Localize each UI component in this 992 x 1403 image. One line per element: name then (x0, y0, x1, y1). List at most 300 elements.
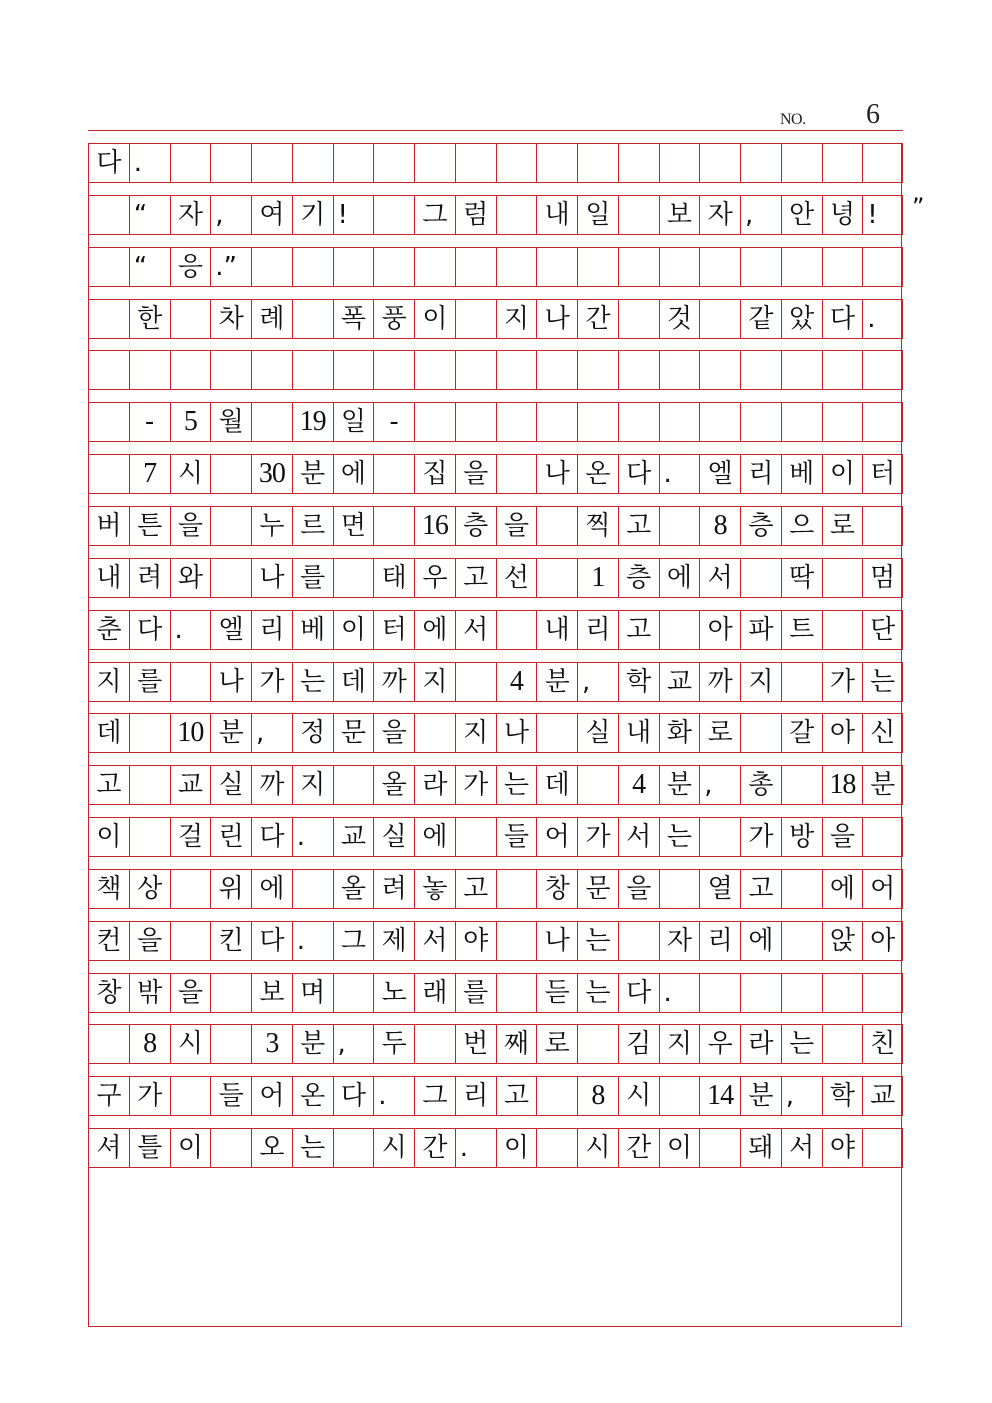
grid-cell (88, 300, 129, 338)
grid-cell: 이 (170, 1129, 211, 1167)
grid-cell: 다 (618, 455, 659, 493)
grid-cell: - (129, 403, 170, 441)
grid-cell: . (659, 455, 700, 493)
grid-cell: 차 (210, 300, 251, 338)
grid-cell: 딱 (781, 559, 822, 597)
grid-cell: 실 (373, 818, 414, 856)
grid-cell (781, 663, 822, 701)
grid-cell: . (659, 974, 700, 1012)
grid-cell: 다 (618, 974, 659, 1012)
grid-cell: . (129, 144, 170, 182)
grid-cell (862, 1129, 903, 1167)
grid-cell: 신 (862, 714, 903, 752)
grid-cell: 한 (129, 300, 170, 338)
grid-cell: 고 (455, 870, 496, 908)
grid-cell (210, 351, 251, 389)
grid-cell: 시 (170, 455, 211, 493)
grid-cell: 분 (536, 663, 577, 701)
grid-cell (699, 818, 740, 856)
grid-cell: 간 (414, 1129, 455, 1167)
grid-row (88, 713, 903, 753)
grid-cell: 킨 (210, 922, 251, 960)
grid-cell: 집 (414, 455, 455, 493)
grid-cell (740, 714, 781, 752)
grid-cell: 여 (251, 196, 292, 234)
grid-cell: 문 (577, 870, 618, 908)
grid-cell: 분 (862, 766, 903, 804)
grid-cell: 가 (129, 1077, 170, 1115)
grid-cell: 녕 (822, 196, 863, 234)
grid-cell: 그 (414, 1077, 455, 1115)
grid-cell (740, 403, 781, 441)
grid-cell: 창 (536, 870, 577, 908)
grid-cell (333, 1129, 374, 1167)
grid-row (88, 1128, 903, 1168)
grid-cell: 춘 (88, 611, 129, 649)
grid-cell: 18 (822, 766, 863, 804)
grid-cell: 고 (618, 507, 659, 545)
grid-cell: 로 (699, 714, 740, 752)
grid-cell: 나 (536, 922, 577, 960)
grid-cell (496, 351, 537, 389)
grid-cell: . (373, 1077, 414, 1115)
grid-cell: 4 (618, 766, 659, 804)
grid-cell (333, 766, 374, 804)
grid-cell: 째 (496, 1025, 537, 1063)
grid-row (88, 1076, 903, 1116)
grid-cell: 창 (88, 974, 129, 1012)
grid-cell (292, 351, 333, 389)
grid-cell (699, 403, 740, 441)
grid-cell: 어 (862, 870, 903, 908)
grid-cell (577, 766, 618, 804)
grid-cell (536, 1077, 577, 1115)
grid-cell: 다 (129, 611, 170, 649)
grid-cell: 친 (862, 1025, 903, 1063)
grid-cell (210, 507, 251, 545)
grid-cell (699, 974, 740, 1012)
grid-cell: 실 (577, 714, 618, 752)
grid-cell (699, 144, 740, 182)
grid-cell: 시 (373, 1129, 414, 1167)
grid-cell (781, 870, 822, 908)
grid-cell: ! (862, 196, 903, 234)
grid-row (88, 247, 903, 287)
grid-cell (129, 766, 170, 804)
grid-cell: . (455, 1129, 496, 1167)
grid-cell (699, 351, 740, 389)
grid-cell: 우 (414, 559, 455, 597)
grid-cell: 3 (251, 1025, 292, 1063)
grid-cell: 로 (822, 507, 863, 545)
grid-cell: 고 (618, 611, 659, 649)
grid-cell: 을 (373, 714, 414, 752)
grid-cell: 8 (699, 507, 740, 545)
grid-cell (781, 351, 822, 389)
grid-cell: 을 (496, 507, 537, 545)
grid-cell: 이 (333, 611, 374, 649)
grid-cell: 올 (333, 870, 374, 908)
grid-cell (373, 351, 414, 389)
grid-cell (618, 196, 659, 234)
grid-cell: 는 (862, 663, 903, 701)
grid-cell (373, 507, 414, 545)
grid-cell: 지 (292, 766, 333, 804)
grid-cell: 8 (129, 1025, 170, 1063)
grid-cell: 들 (210, 1077, 251, 1115)
grid-cell (659, 507, 700, 545)
grid-cell: , (577, 663, 618, 701)
grid-cell (496, 922, 537, 960)
grid-cell: 을 (170, 507, 211, 545)
grid-cell (333, 974, 374, 1012)
grid-cell (251, 403, 292, 441)
grid-cell: 어 (251, 1077, 292, 1115)
grid-cell: 컨 (88, 922, 129, 960)
grid-cell: 정 (292, 714, 333, 752)
grid-cell (536, 714, 577, 752)
grid-cell (496, 403, 537, 441)
grid-cell (455, 818, 496, 856)
grid-cell (536, 507, 577, 545)
grid-cell: 를 (292, 559, 333, 597)
grid-cell: 베 (292, 611, 333, 649)
grid-cell: 층 (740, 507, 781, 545)
grid-cell (862, 507, 903, 545)
grid-cell (781, 144, 822, 182)
grid-cell: 을 (618, 870, 659, 908)
grid-cell: 분 (292, 1025, 333, 1063)
grid-cell (373, 196, 414, 234)
grid-cell (618, 351, 659, 389)
grid-cell: 이 (414, 300, 455, 338)
grid-cell: 아 (699, 611, 740, 649)
grid-cell: 지 (659, 1025, 700, 1063)
grid-cell (822, 1025, 863, 1063)
grid-cell: . (292, 922, 333, 960)
grid-cell (740, 351, 781, 389)
grid-cell: 풍 (373, 300, 414, 338)
grid-cell (455, 403, 496, 441)
grid-cell (251, 144, 292, 182)
grid-cell: 까 (373, 663, 414, 701)
grid-cell: 고 (496, 1077, 537, 1115)
grid-cell: 내 (88, 559, 129, 597)
grid-cell: 내 (618, 714, 659, 752)
grid-cell: 내 (536, 611, 577, 649)
grid-cell: , (251, 714, 292, 752)
grid-cell (659, 351, 700, 389)
grid-cell: 7 (129, 455, 170, 493)
grid-cell: 라 (740, 1025, 781, 1063)
grid-cell: 로 (536, 1025, 577, 1063)
grid-cell: 태 (373, 559, 414, 597)
grid-cell: 19 (292, 403, 333, 441)
grid-cell: 김 (618, 1025, 659, 1063)
grid-cell (88, 1025, 129, 1063)
grid-cell (577, 248, 618, 286)
grid-cell: 상 (129, 870, 170, 908)
grid-cell: 서 (781, 1129, 822, 1167)
grid-cell: 에 (659, 559, 700, 597)
grid-cell: 갈 (781, 714, 822, 752)
grid-cell: 이 (659, 1129, 700, 1167)
grid-cell: 가 (740, 818, 781, 856)
grid-cell: 이 (496, 1129, 537, 1167)
grid-cell (88, 403, 129, 441)
grid-cell (210, 144, 251, 182)
grid-cell: - (373, 403, 414, 441)
grid-cell (129, 351, 170, 389)
grid-cell: 에 (740, 922, 781, 960)
grid-cell: 열 (699, 870, 740, 908)
grid-cell (373, 144, 414, 182)
grid-row (88, 143, 903, 183)
grid-cell (455, 144, 496, 182)
grid-cell: 래 (414, 974, 455, 1012)
grid-cell (862, 144, 903, 182)
grid-cell: 실 (210, 766, 251, 804)
grid-cell (862, 248, 903, 286)
grid-cell (822, 559, 863, 597)
grid-cell (170, 351, 211, 389)
grid-cell: 리 (455, 1077, 496, 1115)
grid-cell: 총 (740, 766, 781, 804)
grid-cell: 터 (862, 455, 903, 493)
grid-cell: 는 (496, 766, 537, 804)
grid-cell: 제 (373, 922, 414, 960)
grid-cell: 온 (292, 1077, 333, 1115)
grid-row (88, 973, 903, 1013)
grid-cell: 데 (333, 663, 374, 701)
grid-cell: 다 (88, 144, 129, 182)
grid-cell: 는 (781, 1025, 822, 1063)
grid-cell: 는 (577, 974, 618, 1012)
grid-cell: 간 (618, 1129, 659, 1167)
grid-cell: 밖 (129, 974, 170, 1012)
grid-cell: 분 (292, 455, 333, 493)
grid-cell: 분 (210, 714, 251, 752)
grid-cell (414, 248, 455, 286)
grid-cell (414, 1025, 455, 1063)
grid-cell: 베 (781, 455, 822, 493)
grid-cell: 려 (129, 559, 170, 597)
grid-cell: 가 (455, 766, 496, 804)
grid-cell (618, 248, 659, 286)
grid-cell: 월 (210, 403, 251, 441)
grid-cell: 놓 (414, 870, 455, 908)
grid-cell: , (740, 196, 781, 234)
grid-cell: 지 (740, 663, 781, 701)
grid-cell (659, 248, 700, 286)
grid-cell: 교 (333, 818, 374, 856)
grid-cell: 례 (251, 300, 292, 338)
grid-cell (251, 351, 292, 389)
grid-cell (88, 351, 129, 389)
grid-cell (496, 248, 537, 286)
grid-cell (88, 248, 129, 286)
grid-cell: 리 (577, 611, 618, 649)
grid-cell (414, 351, 455, 389)
grid-cell (496, 196, 537, 234)
grid-cell: 을 (129, 922, 170, 960)
grid-cell: 았 (781, 300, 822, 338)
grid-cell (862, 974, 903, 1012)
grid-cell (496, 611, 537, 649)
grid-cell (496, 144, 537, 182)
grid-cell (251, 248, 292, 286)
grid-cell: 아 (862, 922, 903, 960)
grid-cell: 를 (455, 974, 496, 1012)
grid-row (88, 350, 903, 390)
grid-cell: 데 (536, 766, 577, 804)
grid-cell: 간 (577, 300, 618, 338)
grid-cell: 까 (699, 663, 740, 701)
grid-cell: 내 (536, 196, 577, 234)
grid-cell: 번 (455, 1025, 496, 1063)
grid-cell: 나 (496, 714, 537, 752)
grid-cell (822, 611, 863, 649)
grid-row (88, 195, 903, 235)
grid-cell: 면 (333, 507, 374, 545)
grid-cell: 나 (210, 663, 251, 701)
grid-cell (170, 870, 211, 908)
grid-cell (210, 455, 251, 493)
grid-cell: 기 (292, 196, 333, 234)
grid-cell: 리 (251, 611, 292, 649)
grid-cell (536, 144, 577, 182)
grid-row (88, 662, 903, 702)
grid-cell: 멈 (862, 559, 903, 597)
grid-cell: 터 (373, 611, 414, 649)
grid-cell: 버 (88, 507, 129, 545)
grid-cell: 어 (536, 818, 577, 856)
grid-cell: .” (210, 248, 251, 286)
grid-cell (740, 974, 781, 1012)
grid-cell (333, 248, 374, 286)
grid-cell (659, 1077, 700, 1115)
grid-cell: 서 (414, 922, 455, 960)
grid-cell (536, 351, 577, 389)
grid-cell: 자 (699, 196, 740, 234)
grid-row (88, 817, 903, 857)
grid-cell (781, 403, 822, 441)
grid-cell: 라 (414, 766, 455, 804)
grid-cell: 교 (862, 1077, 903, 1115)
grid-cell: 10 (170, 714, 211, 752)
grid-cell (577, 403, 618, 441)
grid-cell (129, 818, 170, 856)
grid-cell (699, 1129, 740, 1167)
grid-cell: 에 (414, 611, 455, 649)
grid-cell: . (292, 818, 333, 856)
header-rule (88, 130, 903, 131)
grid-cell (292, 248, 333, 286)
grid-cell (210, 559, 251, 597)
grid-cell: , (333, 1025, 374, 1063)
grid-cell (781, 248, 822, 286)
grid-cell: 다 (822, 300, 863, 338)
grid-cell: 리 (740, 455, 781, 493)
grid-cell (414, 403, 455, 441)
grid-cell: 나 (536, 455, 577, 493)
grid-cell: 이 (88, 818, 129, 856)
grid-cell: 층 (455, 507, 496, 545)
grid-cell (210, 974, 251, 1012)
grid-cell: 온 (577, 455, 618, 493)
grid-cell: 에 (414, 818, 455, 856)
grid-cell: 8 (577, 1077, 618, 1115)
grid-cell (496, 455, 537, 493)
grid-cell: 리 (699, 922, 740, 960)
grid-cell: 노 (373, 974, 414, 1012)
grid-cell (496, 974, 537, 1012)
grid-cell (536, 248, 577, 286)
grid-cell: 14 (699, 1077, 740, 1115)
grid-cell: 일 (577, 196, 618, 234)
grid-cell (210, 1025, 251, 1063)
grid-cell (414, 144, 455, 182)
grid-cell: 가 (822, 663, 863, 701)
grid-cell: 튼 (129, 507, 170, 545)
grid-cell: 나 (536, 300, 577, 338)
grid-cell (170, 300, 211, 338)
grid-cell: 이 (822, 455, 863, 493)
grid-cell: 엘 (699, 455, 740, 493)
grid-cell (210, 1129, 251, 1167)
grid-row (88, 506, 903, 546)
grid-cell: 5 (170, 403, 211, 441)
grid-cell: 데 (88, 714, 129, 752)
page-number-label: NO. (780, 111, 806, 128)
grid-cell: 는 (292, 663, 333, 701)
grid-cell: 일 (333, 403, 374, 441)
grid-cell: 지 (455, 714, 496, 752)
grid-cell (170, 663, 211, 701)
page-number: 6 (866, 99, 880, 130)
grid-cell: 올 (373, 766, 414, 804)
grid-cell: 트 (781, 611, 822, 649)
grid-cell (455, 663, 496, 701)
grid-cell: , (699, 766, 740, 804)
grid-cell: 고 (455, 559, 496, 597)
grid-cell: 화 (659, 714, 700, 752)
grid-cell: 는 (577, 922, 618, 960)
grid-cell: 누 (251, 507, 292, 545)
grid-cell (740, 144, 781, 182)
grid-cell: 교 (659, 663, 700, 701)
grid-row (88, 610, 903, 650)
grid-cell (88, 455, 129, 493)
grid-cell (781, 974, 822, 1012)
grid-cell: 서 (455, 611, 496, 649)
grid-cell (862, 818, 903, 856)
grid-row (88, 1024, 903, 1064)
grid-cell: 시 (170, 1025, 211, 1063)
grid-cell: “ (129, 196, 170, 234)
grid-cell (496, 870, 537, 908)
grid-cell: 책 (88, 870, 129, 908)
grid-cell: 는 (659, 818, 700, 856)
grid-cell: 지 (496, 300, 537, 338)
grid-cell: 며 (292, 974, 333, 1012)
grid-cell (373, 455, 414, 493)
grid-cell: 는 (292, 1129, 333, 1167)
grid-cell: 서 (699, 559, 740, 597)
grid-cell (822, 403, 863, 441)
grid-cell: 선 (496, 559, 537, 597)
grid-cell: 것 (659, 300, 700, 338)
